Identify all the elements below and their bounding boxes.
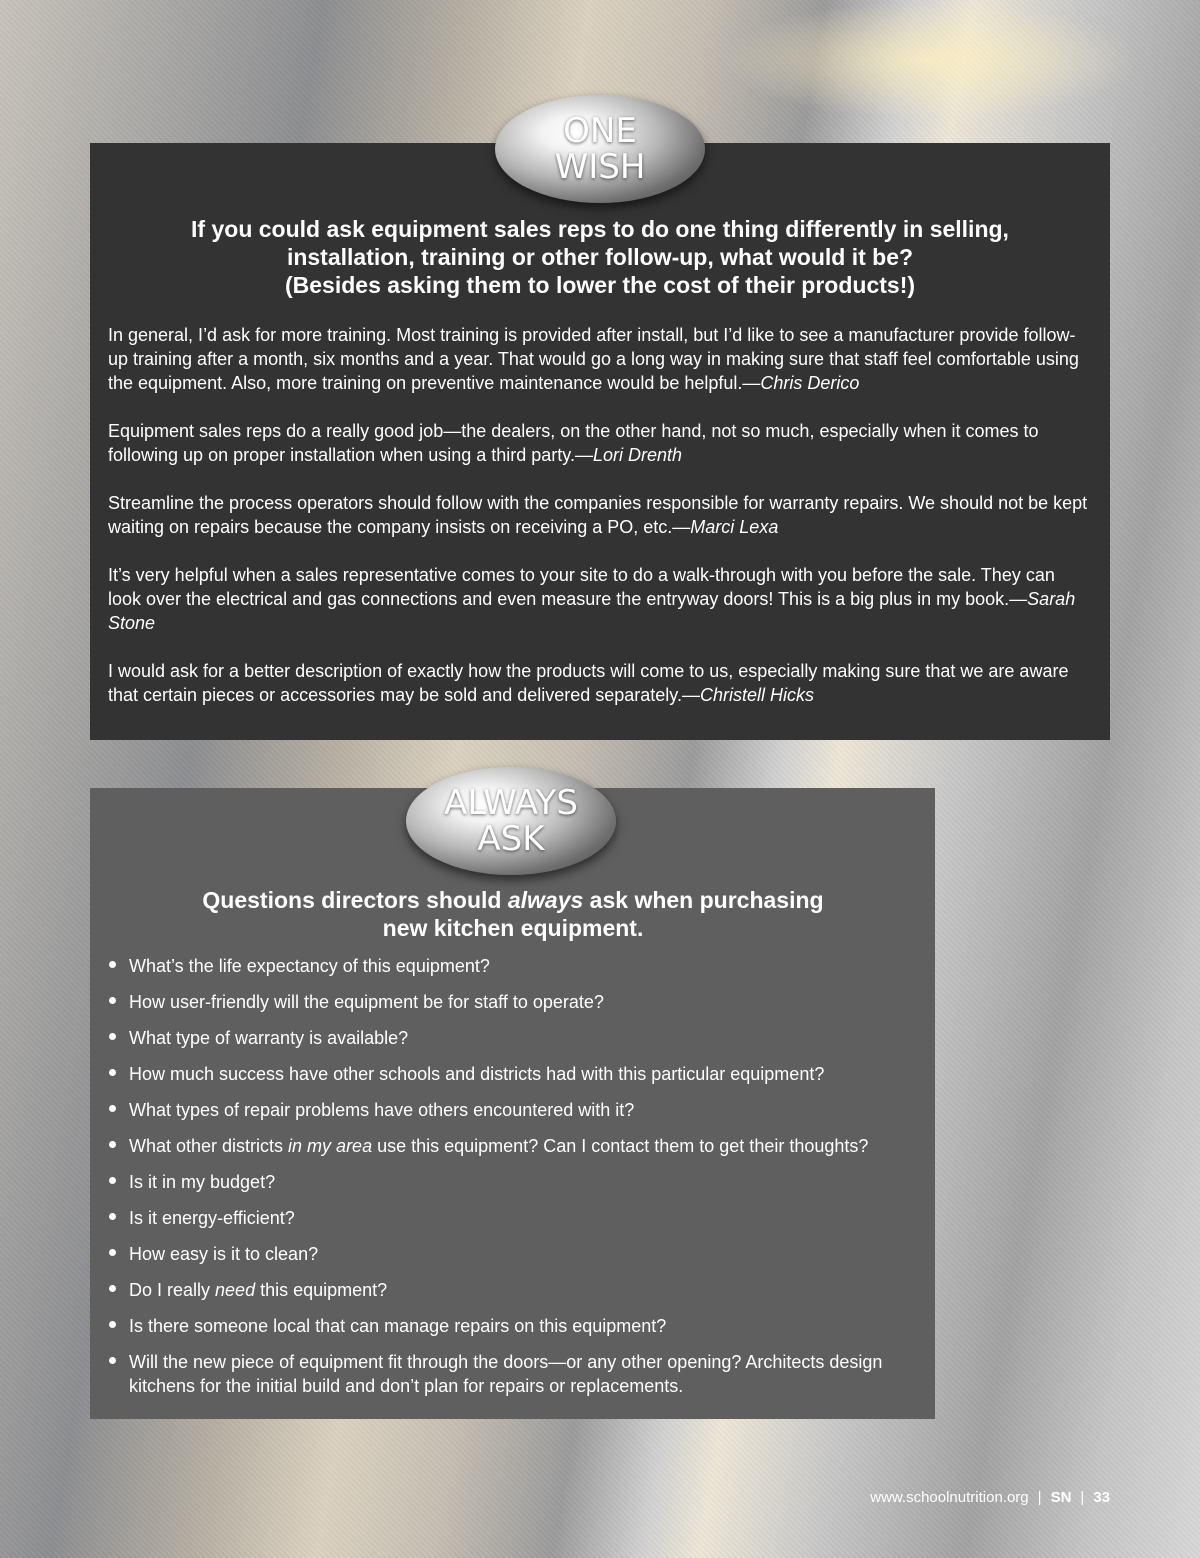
quote-attribution: —Chris Derico xyxy=(742,373,860,393)
quote xyxy=(108,563,1092,635)
question-item xyxy=(108,1242,917,1266)
magazine-name: SN xyxy=(1050,1489,1072,1506)
question-text: Is it in my budget? xyxy=(129,1172,276,1192)
question-text: What’s the life expectancy of this equipment? xyxy=(129,956,490,976)
question-item xyxy=(108,1026,917,1050)
question-text: Is there someone local that can manage repairs on this equipment? xyxy=(129,1316,667,1336)
one-wish-panel xyxy=(90,143,1110,740)
heading-line: installation, training or other follow-up, what would it be? xyxy=(286,244,914,270)
page-number: 33 xyxy=(1093,1489,1110,1506)
question-text: Is it energy-efficient? xyxy=(129,1208,295,1228)
question-item xyxy=(108,1350,917,1398)
question-item xyxy=(108,1098,917,1122)
footer-url[interactable]: www.schoolnutrition.org xyxy=(870,1489,1029,1506)
question-text: What types of repair problems have others encountered with it? xyxy=(129,1100,635,1120)
question-item xyxy=(108,1314,917,1338)
quote-text: In general, I’d ask for more training. Most training is provided after install, but I’d like to see a manufacturer provide follow-up training after a month, six months and a year. That would go a long way in making sure that staff feel comfortable using the equipment. Also, more training on preventive maintenance would be helpful. xyxy=(108,325,1079,393)
heading-text: Questions directors should xyxy=(202,887,508,913)
background-glow xyxy=(720,0,1140,120)
badge-line: ASK xyxy=(477,819,545,859)
question-text: this equipment? xyxy=(255,1280,388,1300)
question-emphasis: in my area xyxy=(288,1136,373,1156)
one-wish-heading xyxy=(108,215,1092,299)
always-ask-heading xyxy=(108,886,918,942)
question-text: What other districts xyxy=(129,1136,289,1156)
footer-separator: | xyxy=(1080,1489,1085,1506)
question-text: use this equipment? Can I contact them to get their thoughts? xyxy=(372,1136,869,1156)
question-item xyxy=(108,954,917,978)
quote xyxy=(108,419,1092,467)
quote-attribution: —Christell Hicks xyxy=(681,685,814,705)
question-text: How easy is it to clean? xyxy=(129,1244,319,1264)
heading-line: new kitchen equipment. xyxy=(382,915,644,941)
question-text: Do I really xyxy=(129,1280,216,1300)
heading-line xyxy=(108,886,918,914)
question-item xyxy=(108,1278,917,1302)
heading-line: (Besides asking them to lower the cost of their products!) xyxy=(284,272,916,298)
question-text: What type of warranty is available? xyxy=(129,1028,409,1048)
quote-text: I would ask for a better description of exactly how the products will come to us, especially making sure that we are aware that certain pieces or accessories may be sold and delivered separately. xyxy=(108,661,1069,705)
quote-text: Streamline the process operators should follow with the companies responsible for warranty repairs. We should not be kept waiting on repairs because the company insists on receiving a PO, etc. xyxy=(108,493,1088,537)
question-item xyxy=(108,1206,917,1230)
always-ask-panel xyxy=(90,788,935,1419)
question-item xyxy=(108,990,917,1014)
questions-list xyxy=(108,954,917,1398)
quote-attribution: —Sarah Stone xyxy=(108,589,1076,633)
heading-line: If you could ask equipment sales reps to do one thing differently in selling, xyxy=(191,216,1009,242)
question-text: How user-friendly will the equipment be for staff to operate? xyxy=(129,992,604,1012)
badge-line: ALWAYS xyxy=(444,783,578,823)
badge-line: WISH xyxy=(554,147,646,187)
quote-text: Equipment sales reps do a really good job—the dealers, on the other hand, not so much, especially when it comes to following up on proper installation when using a third party. xyxy=(108,421,1039,465)
footer-separator: | xyxy=(1037,1489,1042,1506)
quote xyxy=(108,323,1092,395)
badge-line: ONE xyxy=(563,111,637,151)
question-emphasis: need xyxy=(215,1280,256,1300)
page-footer xyxy=(870,1488,1110,1508)
quote-attribution: —Lori Drenth xyxy=(574,445,682,465)
question-item xyxy=(108,1134,917,1158)
question-item xyxy=(108,1170,917,1194)
heading-text: ask when purchasing xyxy=(583,887,824,913)
heading-emphasis: always xyxy=(507,887,584,913)
quote xyxy=(108,491,1092,539)
question-item xyxy=(108,1062,917,1086)
always-ask-badge xyxy=(406,767,616,875)
one-wish-badge xyxy=(495,95,705,203)
quote xyxy=(108,659,1092,707)
quote-text: It’s very helpful when a sales representative comes to your site to do a walk-through with you before the sale. They can look over the electrical and gas connections and even measure the entryway doors! This is a big plus in my book. xyxy=(108,565,1055,609)
quote-attribution: —Marci Lexa xyxy=(672,517,779,537)
question-text: Will the new piece of equipment fit through the doors—or any other opening? Architects design kitchens for the initial build and don’t plan for repairs or replacements. xyxy=(129,1352,883,1396)
question-text: How much success have other schools and districts had with this particular equipment? xyxy=(129,1064,825,1084)
